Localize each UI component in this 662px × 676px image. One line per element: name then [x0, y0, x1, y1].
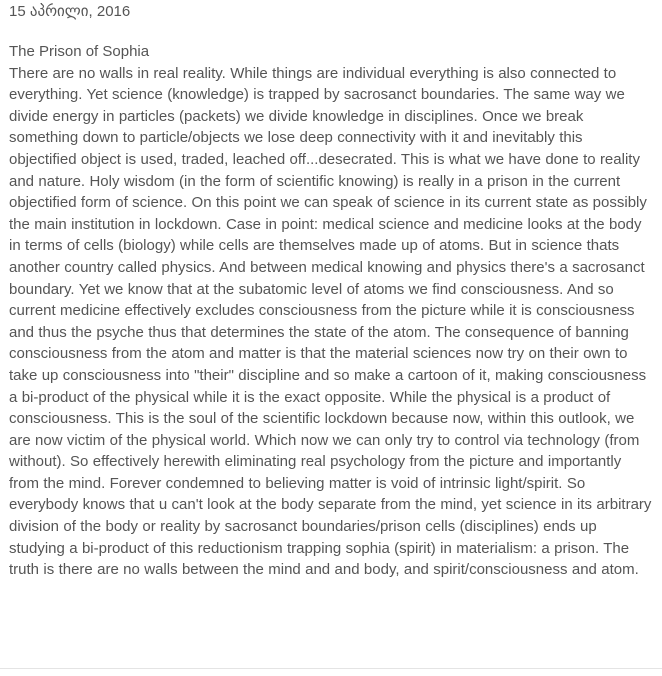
- divider: [0, 668, 662, 669]
- post-body: There are no walls in real reality. While things are individual everything is also connected to everything. Yet science (knowledge) is trapped by sacrosanct boundaries. The same way we divide energy in particles (packets) we divide knowledge in disciplines. Once we break something down to particle/objects we lose deep connectivity with it and inevitably this objectified object is used, traded, leached off...desecrated. This is what we have done to reality and nature. Holy wisdom (in the form of scientific knowing) is really in a prison in the current objectified form of science. On this point we can speak of science in its current state as possibly the main institution in lockdown. Case in point: medical science and medicine looks at the body in terms of cells (biology) while cells are themselves made up of atoms. But in science thats another country called physics. And between medical knowing and physics there's a sacrosanct boundary. Yet we know that at the subatomic level of atoms we find consciousness. And so current medicine effectively excludes consciousness from the picture while it is consciousness and thus the psyche thus that determines the state of the atom. The consequence of banning consciousness from the atom and matter is that the material sciences now try on their own to take up consciousness into "their" discipline and so make a cartoon of it, making consciousness a bi-product of the physical while it is the exact opposite. While the physical is a product of consciousness. This is the soul of the scientific lockdown because now, within this outlook, we are now victim of the physical world. Which now we can only try to control via technology (from without). So effectively herewith eliminating real psychology from the picture and importantly from the mind. Forever condemned to believing matter is void of intrinsic light/spirit. So everybody knows that u can't look at the body separate from the mind, yet science in its arbitrary division of the body or reality by sacrosanct boundaries/prison cells (disciplines) ends up studying a bi-product of this reductionism trapping sophia (spirit) in materialism: a prison. The truth is there are no walls between the mind and and body, and spirit/consciousness and atom.: [9, 64, 652, 579]
- post-title: The Prison of Sophia: [9, 43, 150, 60]
- post-date: 15 აპრილი, 2016: [9, 3, 131, 20]
- post: [9, 0, 654, 581]
